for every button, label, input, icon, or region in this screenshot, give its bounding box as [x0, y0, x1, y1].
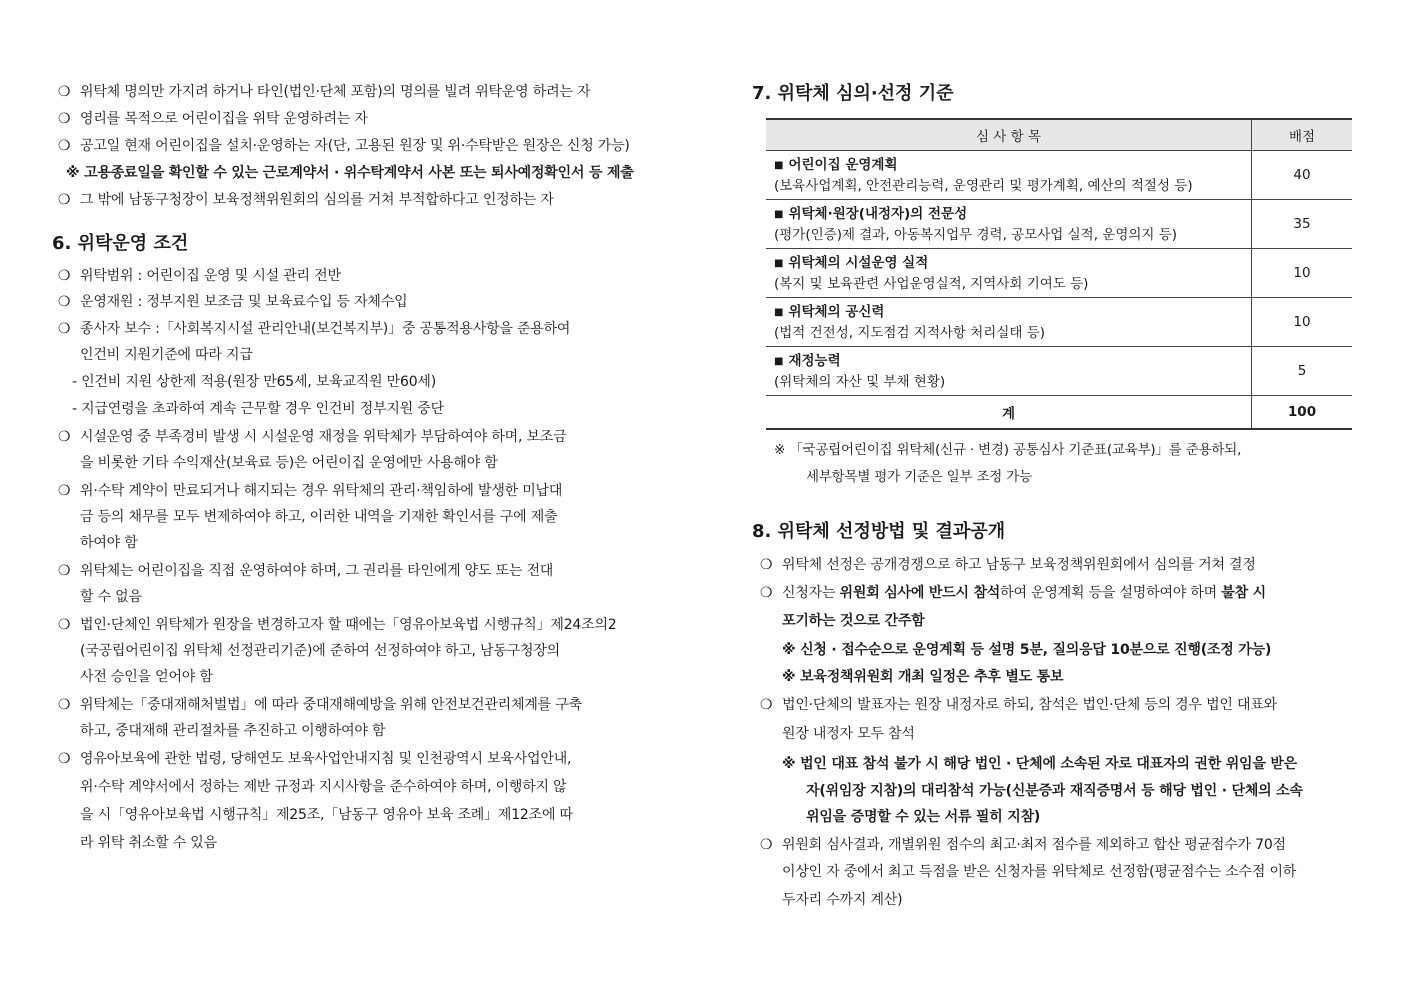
s6-line: 위탁범위 : 어린이집 운영 및 시설 관리 전반	[80, 268, 341, 284]
section-6-title: 6. 위탁운영 조건	[52, 233, 189, 254]
s6-line: 하여야 함	[80, 535, 138, 551]
s8-line: 포기하는 것으로 간주함	[782, 613, 925, 629]
screening-criteria-table	[766, 118, 1352, 430]
s6-line: 위·수탁 계약이 만료되거나 해지되는 경우 위탁체의 관리·책임하에 발생한 미납대	[80, 483, 563, 499]
s6-line: 영유아보육에 관한 법령, 당해연도 보육사업안내지침 및 인천광역시 보육사업안내,	[80, 751, 572, 767]
s6-line: 을 비롯한 기타 수익재산(보육료 등)은 어린이집 운영에만 사용해야 함	[80, 455, 498, 471]
s8-line: 두자리 수까지 계산)	[782, 892, 903, 908]
s8-line: 원장 내정자 모두 참석	[782, 726, 915, 742]
ineligible-item-4: 그 밖에 남동구청장이 보육정책위원회의 심의를 거쳐 부적합하다고 인정하는 자	[80, 192, 554, 208]
s6-line: 위탁체는「중대재해처벌법」에 따라 중대재해예방을 위해 안전보건관리체계를 구축	[80, 697, 582, 713]
s6-line: 하고, 중대재해 관리절차를 추진하고 이행하여야 함	[80, 723, 386, 739]
row-score: 10	[1252, 298, 1353, 347]
section-7-title: 7. 위탁체 심의·선정 기준	[752, 83, 954, 104]
table-row: ■ 어린이집 운영계획 (보육사업계획, 안전관리능력, 운영관리 및 평가계획, 예산의 적절성 등) 40	[766, 151, 1352, 200]
s8-line: 위원회 심사결과, 개별위원 점수의 최고·최저 점수를 제외하고 합산 평균점수가 70점	[782, 837, 1286, 853]
s6-line: (국공립어린이집 위탁체 선정관리기준)에 준하여 선정하여야 하고, 남동구청장의	[80, 643, 560, 659]
table-note: ※ 「국공립어린이집 위탁체(신규 · 변경) 공통심사 기준표(교육부)」를 준용하되,	[774, 442, 1242, 458]
circle-bullet-icon: ❍	[58, 84, 71, 100]
square-bullet-icon: ■	[774, 208, 784, 220]
table-note: 세부항목별 평가 기준은 일부 조정 가능	[806, 469, 1032, 485]
total-score: 100	[1252, 396, 1353, 430]
row-score: 10	[1252, 249, 1353, 298]
s6-dash-line: - 인건비 지원 상한제 적용(원장 만65세, 보육교직원 만60세)	[72, 374, 437, 390]
circle-bullet-icon: ❍	[58, 192, 71, 208]
s8-line: 위탁체 선정은 공개경쟁으로 하고 남동구 보육정책위원회에서 심의를 거쳐 결정	[782, 557, 1256, 573]
ineligible-note: ※ 고용종료일을 확인할 수 있는 근로계약서 · 위수탁계약서 사본 또는 퇴사예정확인서 등 제출	[66, 165, 634, 181]
table-row: ■ 위탁체의 공신력 (법적 건전성, 지도점검 지적사항 처리실태 등) 10	[766, 298, 1352, 347]
square-bullet-icon: ■	[774, 159, 784, 171]
s6-line: 을 시「영유아보육법 시행규칙」제25조,「남동구 영유아 보육 조례」제12조에 따	[80, 807, 573, 823]
s6-line: 금 등의 채무를 모두 변제하여야 하고, 이러한 내역을 기재한 확인서를 구에 제출	[80, 509, 558, 525]
s6-line: 시설운영 중 부족경비 발생 시 시설운영 재정을 위탁체가 부담하여야 하며, 보조금	[80, 429, 567, 445]
s8-note: 자(위임장 지참)의 대리참석 가능(신분증과 재직증명서 등 해당 법인 · 단체의 소속	[806, 783, 1303, 799]
s8-note: ※ 법인 대표 참석 불가 시 해당 법인 · 단체에 소속된 자로 대표자의 권한 위임을 받은	[782, 756, 1298, 772]
s8-note: ※ 보육정책위원회 개최 일정은 추후 별도 통보	[782, 669, 1064, 685]
table-total-row	[766, 396, 1352, 430]
header-item: 심 사 항 목	[766, 119, 1252, 151]
s8-note: 위임을 증명할 수 있는 서류 필히 지참)	[806, 809, 1041, 825]
square-bullet-icon: ■	[774, 257, 784, 269]
row-score: 35	[1252, 200, 1353, 249]
square-bullet-icon: ■	[774, 355, 784, 367]
s8-line: 이상인 자 중에서 최고 득점을 받은 신청자를 위탁체로 선정함(평균점수는 소수점 이하	[782, 864, 1297, 880]
s6-line: 사전 승인을 얻어야 함	[80, 669, 213, 685]
s6-line: 할 수 없음	[80, 589, 142, 605]
s6-dash-line: - 지급연령을 초과하여 계속 근무할 경우 인건비 정부지원 중단	[72, 401, 444, 417]
section-8-title: 8. 위탁체 선정방법 및 결과공개	[752, 521, 1006, 542]
s8-note: ※ 신청 · 접수순으로 운영계획 등 설명 5분, 질의응답 10분으로 진행(조정 가능)	[782, 642, 1272, 658]
square-bullet-icon: ■	[774, 306, 784, 318]
ineligible-item-1: 위탁체 명의만 가지려 하거나 타인(법인·단체 포함)의 명의를 빌려 위탁운영 하려는 자	[80, 84, 591, 100]
s6-line: 위·수탁 계약서에서 정하는 제반 규정과 지시사항을 준수하여야 하며, 이행하지 않	[80, 779, 567, 795]
table-row: ■ 위탁체·원장(내정자)의 전문성 (평가(인증)제 결과, 아동복지업무 경력, 공모사업 실적, 운영의지 등) 35	[766, 200, 1352, 249]
s6-line: 라 위탁 취소할 수 있음	[80, 835, 217, 851]
s6-line: 위탁체는 어린이집을 직접 운영하여야 하며, 그 권리를 타인에게 양도 또는 전대	[80, 563, 554, 579]
s6-line: 운영재원 : 정부지원 보조금 및 보육료수입 등 자체수입	[80, 294, 408, 310]
circle-bullet-icon: ❍	[58, 138, 71, 154]
header-score: 배점	[1252, 119, 1353, 151]
ineligible-item-2: 영리를 목적으로 어린이집을 위탁 운영하려는 자	[80, 111, 368, 127]
s8-line: 법인·단체의 발표자는 원장 내정자로 하되, 참석은 법인·단체 등의 경우 법인 대표와	[782, 697, 1277, 713]
table-row: ■ 재정능력 (위탁체의 자산 및 부채 현황) 5	[766, 347, 1352, 396]
s6-line: 종사자 보수 :「사회복지시설 관리안내(보건복지부)」중 공통적용사항을 준용하여	[80, 321, 571, 337]
circle-bullet-icon: ❍	[58, 111, 71, 127]
s8-line: 신청자는 위원회 심사에 반드시 참석하여 운영계획 등을 설명하여야 하며 불참 시	[782, 585, 1266, 601]
s6-line: 법인·단체인 위탁체가 원장을 변경하고자 할 때에는「영유아보육법 시행규칙」제24조의2	[80, 617, 617, 633]
s6-line: 인건비 지원기준에 따라 지급	[80, 347, 253, 363]
table-row: ■ 위탁체의 시설운영 실적 (복지 및 보육관련 사업운영실적, 지역사회 기여도 등) 10	[766, 249, 1352, 298]
total-label: 계	[766, 396, 1252, 430]
ineligible-item-3: 공고일 현재 어린이집을 설치·운영하는 자(단, 고용된 원장 및 위·수탁받은 원장은 신청 가능)	[80, 138, 630, 154]
row-score: 5	[1252, 347, 1353, 396]
row-score: 40	[1252, 151, 1353, 200]
